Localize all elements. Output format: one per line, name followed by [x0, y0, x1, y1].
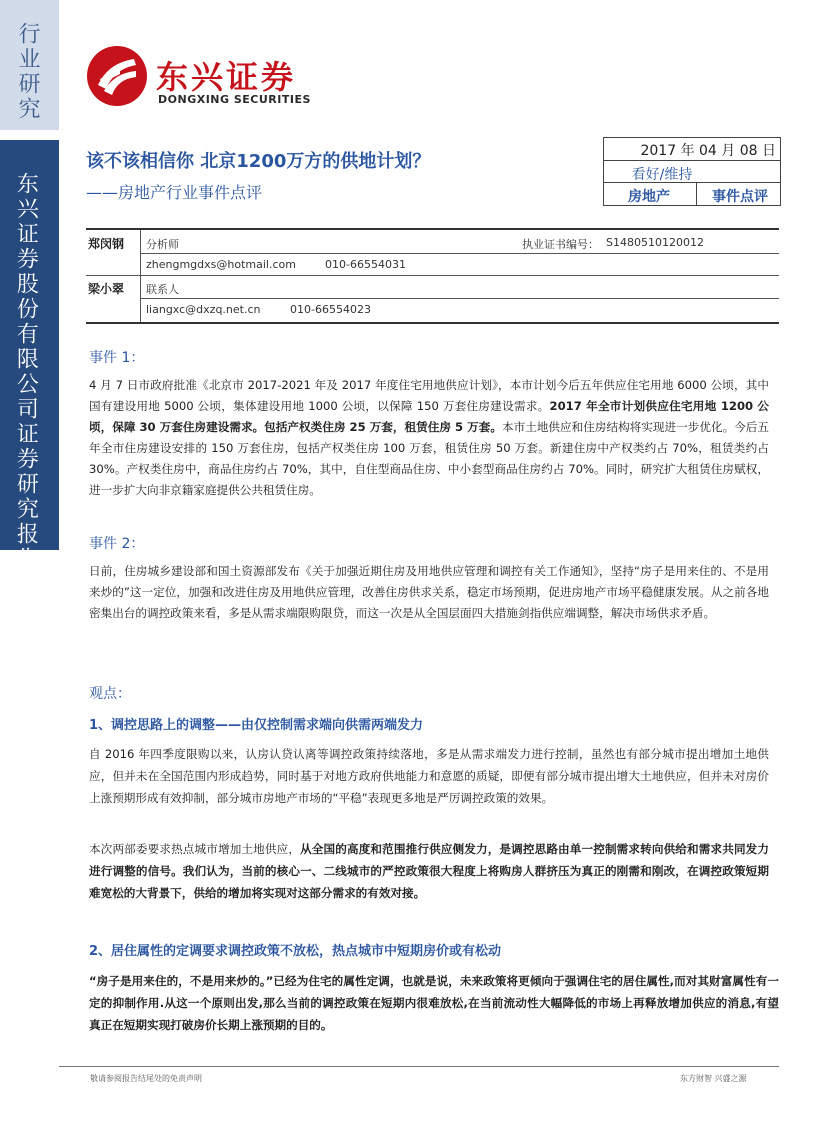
cert-label: 执业证书编号：: [522, 238, 599, 251]
contact-phone: 010-66554023: [290, 303, 371, 316]
footer-rule: [59, 1066, 779, 1067]
event1-text: 4 月 7 日市政府批准《北京市 2017-2021 年及 2017 年度住宅用地供应计划》，本市计划今后五年供应住宅用地 6000 公顷，其中国有建设用地 5000 公顷，集体建设用地 1000 公顷，以保障 150 万套住房建设需求。: [89, 378, 769, 413]
view1-paragraph-2: [89, 838, 769, 904]
analyst-email: zhengmgdxs@hotmail.com: [146, 258, 296, 271]
report-title: 该不该相信你 北京1200万方的供地计划？: [86, 151, 431, 172]
report-date: 2017 年 04 月 08 日: [640, 143, 776, 159]
report-subtitle: ——房地产行业事件点评: [86, 183, 263, 202]
contact-name: 梁小翠: [88, 282, 125, 296]
view1-highlight: 从全国的高度和范围推行供应侧发力，是调控思路由单一控制需求转向供给和需求共同发力进行调整的信号。我们认为，当前的核心一、二线城市的严控政策很大程度上将购房人群挤压为真正的刚需和刚改，在调控政策短期难宽松的大背景下，供给的增加将实现对这部分需求的有效对接。: [89, 842, 769, 900]
view1-heading: 1、调控思路上的调整——由仅控制需求端向供需两端发力: [89, 718, 424, 733]
report-type-tag: 事件点评: [712, 189, 768, 205]
view1-text: 本次两部委要求热点城市增加土地供应，: [89, 842, 301, 856]
footer-disclaimer: 敬请参阅报告结尾处的免责声明: [90, 1074, 202, 1083]
sidebar-company-report: 东兴证券股份有限公司证券研究报告: [13, 172, 39, 572]
event2-paragraph: 日前，住房城乡建设部和国土资源部发布《关于加强近期住房及用地供应管理和调控有关工作通知》，坚持“房子是用来住的、不是用来炒的”这一定位，加强和改进住房及用地供应管理，改善住房供求关系，稳定市场预期，促进房地产市场平稳健康发展。从之前各地密集出台的调控政策来看，多是从需求端限购限贷，而这一次是从全国层面四大措施剑指供应端调整，解决市场供求矛盾。: [89, 564, 769, 620]
table-rule: [140, 253, 779, 254]
table-top-rule: [86, 228, 779, 230]
event1-text-continued: 本市土地供应和住房结构将实现进一步优化。今后五年全市住房建设安排的 150 万套住房，包括产权类住房 100 万套，租赁住房 50 万套。新建住房中产权类约占 70%，租赁类约占 30%。产权类住房中，商品住房约占 70%，其中，自住型商品住房、中小套型商品住房约占 70%。同时，研究扩大租赁住房赋权，进一步扩大向非京籍家庭提供公共租赁住房。: [89, 420, 769, 497]
event2-heading: 事件 2：: [89, 536, 145, 552]
dongxing-logo-icon: [86, 45, 148, 107]
divider: [696, 183, 697, 206]
analyst-role: 分析师: [146, 238, 179, 251]
analyst-name: 郑闵钢: [88, 237, 125, 251]
view2-heading: 2、居住属性的定调要求调控政策不放松，热点城市中短期房价或有松动: [89, 944, 502, 959]
event1-paragraph: [89, 375, 769, 501]
divider: [604, 160, 780, 161]
event1-highlight: 2017 年全市计划供应住宅用地 1200 公顷，保障 30 万套住房建设需求。包括产权类住房 25 万套，租赁住房 5 万套。: [89, 399, 769, 434]
analyst-phone: 010-66554031: [325, 258, 406, 271]
view2-paragraph: “房子是用来住的，不是用来炒的。”已经为住宅的属性定调，也就是说，未来政策将更倾向于强调住宅的居住属性,而对其财富属性有一定的抑制作用.从这一个原则出发,那么当前的调控政策在短期内很难放松,在当前流动性大幅降低的市场上再释放增加供应的消息,有望真正在短期实现打破房价长期上涨预期的目的。: [89, 974, 779, 1032]
table-rule: [140, 298, 779, 299]
cert-number: S1480510120012: [606, 236, 704, 249]
contact-role: 联系人: [146, 283, 179, 296]
logo-name-en: DONGXING SECURITIES: [158, 93, 311, 106]
date-rating-box: [603, 137, 781, 206]
rating-label: 看好/维持: [631, 167, 693, 183]
footer-slogan: 东方财智 兴盛之源: [680, 1074, 747, 1083]
table-bottom-rule: [86, 322, 779, 324]
sector-tag: 房地产: [628, 189, 670, 205]
view1-paragraph: 自 2016 年四季度限购以来，认房认贷认离等调控政策持续落地，多是从需求端发力进行控制，虽然也有部分城市提出增加土地供应，但并未在全国范围内形成趋势，同时基于对地方政府供地能力和意愿的质疑，即便有部分城市提出增大土地供应，但并未对房价上涨预期形成有效抑制，部分城市房地产市场的“平稳”表现更多地是严厉调控政策的效果。: [89, 747, 769, 805]
sidebar-category: 行业研究: [15, 22, 40, 122]
tag-row: [604, 182, 780, 206]
event1-heading: 事件 1：: [89, 350, 145, 366]
table-column-divider: [140, 230, 141, 323]
contact-email: liangxc@dxzq.net.cn: [146, 303, 261, 316]
views-heading: 观点：: [89, 686, 131, 702]
logo-name-cn: 东兴证券: [156, 58, 297, 96]
table-rule: [86, 275, 779, 276]
